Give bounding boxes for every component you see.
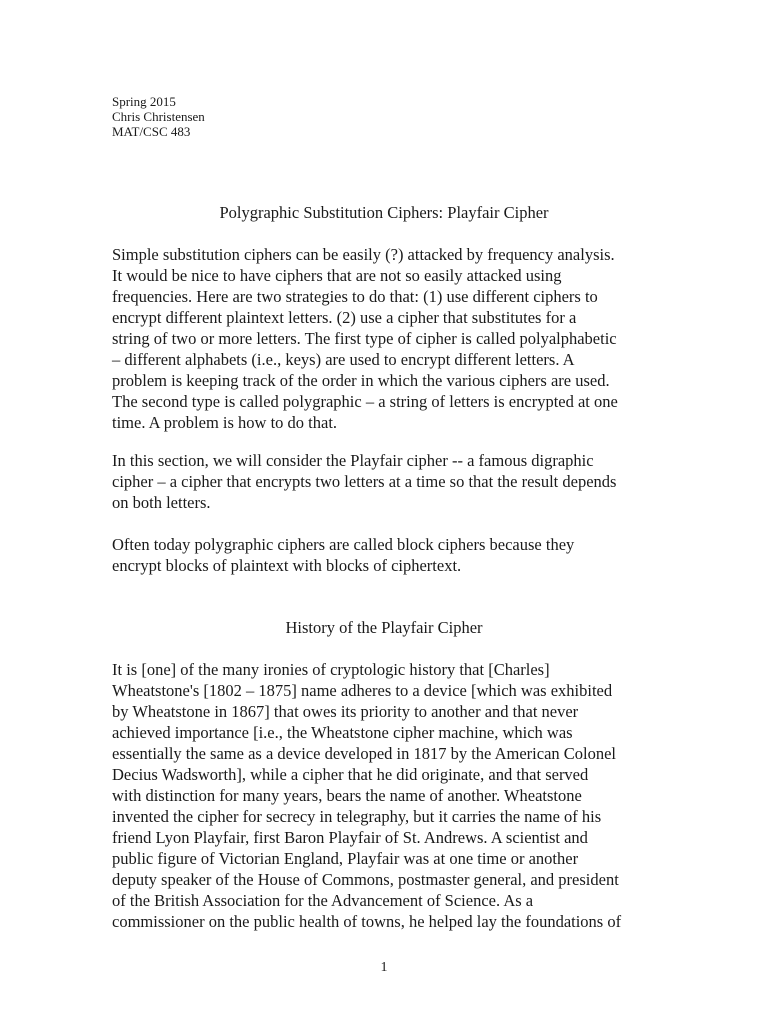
author-name: Chris Christensen xyxy=(112,109,205,124)
paragraph-line: on both letters. xyxy=(112,493,211,512)
paragraph-line: invented the cipher for secrecy in telegraphy, but it carries the name of his xyxy=(112,807,602,826)
page-number: 1 xyxy=(380,960,388,975)
paragraph-line: cipher – a cipher that encrypts two letters at a time so that the result depends xyxy=(112,472,617,491)
paragraph-line: In this section, we will consider the Playfair cipher -- a famous digraphic xyxy=(112,451,594,470)
playfair-intro-paragraph xyxy=(112,450,672,513)
paragraph-line: achieved importance [i.e., the Wheatstone cipher machine, which was xyxy=(112,723,573,742)
paragraph-line: commissioner on the public health of towns, he helped lay the foundations of xyxy=(112,912,622,931)
paragraph-line: deputy speaker of the House of Commons, postmaster general, and president xyxy=(112,870,619,889)
intro-paragraph xyxy=(112,244,672,433)
paragraph-line: Simple substitution ciphers can be easily (?) attacked by frequency analysis. xyxy=(112,245,615,264)
paragraph-line: frequencies. Here are two strategies to do that: (1) use different ciphers to xyxy=(112,287,598,306)
paragraph-line: Decius Wadsworth], while a cipher that he did originate, and that served xyxy=(112,765,589,784)
paragraph-line: Wheatstone's [1802 – 1875] name adheres to a device [which was exhibited xyxy=(112,681,613,700)
paragraph-line: public figure of Victorian England, Playfair was at one time or another xyxy=(112,849,579,868)
paragraph-line: by Wheatstone in 1867] that owes its priority to another and that never xyxy=(112,702,579,721)
term-label: Spring 2015 xyxy=(112,94,176,109)
paragraph-line: encrypt different plaintext letters. (2) use a cipher that substitutes for a xyxy=(112,308,577,327)
block-cipher-paragraph xyxy=(112,534,672,576)
section-title: History of the Playfair Cipher xyxy=(285,618,483,637)
paragraph-line: It would be nice to have ciphers that are not so easily attacked using xyxy=(112,266,562,285)
paragraph-line: with distinction for many years, bears the name of another. Wheatstone xyxy=(112,786,582,805)
paragraph-line: essentially the same as a device developed in 1817 by the American Colonel xyxy=(112,744,617,763)
history-paragraph xyxy=(112,659,672,932)
paragraph-line: time. A problem is how to do that. xyxy=(112,413,338,432)
paragraph-line: The second type is called polygraphic – a string of letters is encrypted at one xyxy=(112,392,618,411)
paragraph-line: problem is keeping track of the order in which the various ciphers are used. xyxy=(112,371,610,390)
course-code: MAT/CSC 483 xyxy=(112,124,191,139)
paragraph-line: Often today polygraphic ciphers are called block ciphers because they xyxy=(112,535,575,554)
document-header xyxy=(112,94,205,139)
paragraph-line: It is [one] of the many ironies of cryptologic history that [Charles] xyxy=(112,660,550,679)
paragraph-line: – different alphabets (i.e., keys) are used to encrypt different letters. A xyxy=(112,350,575,369)
paragraph-line: string of two or more letters. The first type of cipher is called polyalphabetic xyxy=(112,329,617,348)
paragraph-line: of the British Association for the Advancement of Science. As a xyxy=(112,891,534,910)
paragraph-line: friend Lyon Playfair, first Baron Playfair of St. Andrews. A scientist and xyxy=(112,828,588,847)
document-title: Polygraphic Substitution Ciphers: Playfair Cipher xyxy=(219,203,549,222)
paragraph-line: encrypt blocks of plaintext with blocks of ciphertext. xyxy=(112,556,462,575)
